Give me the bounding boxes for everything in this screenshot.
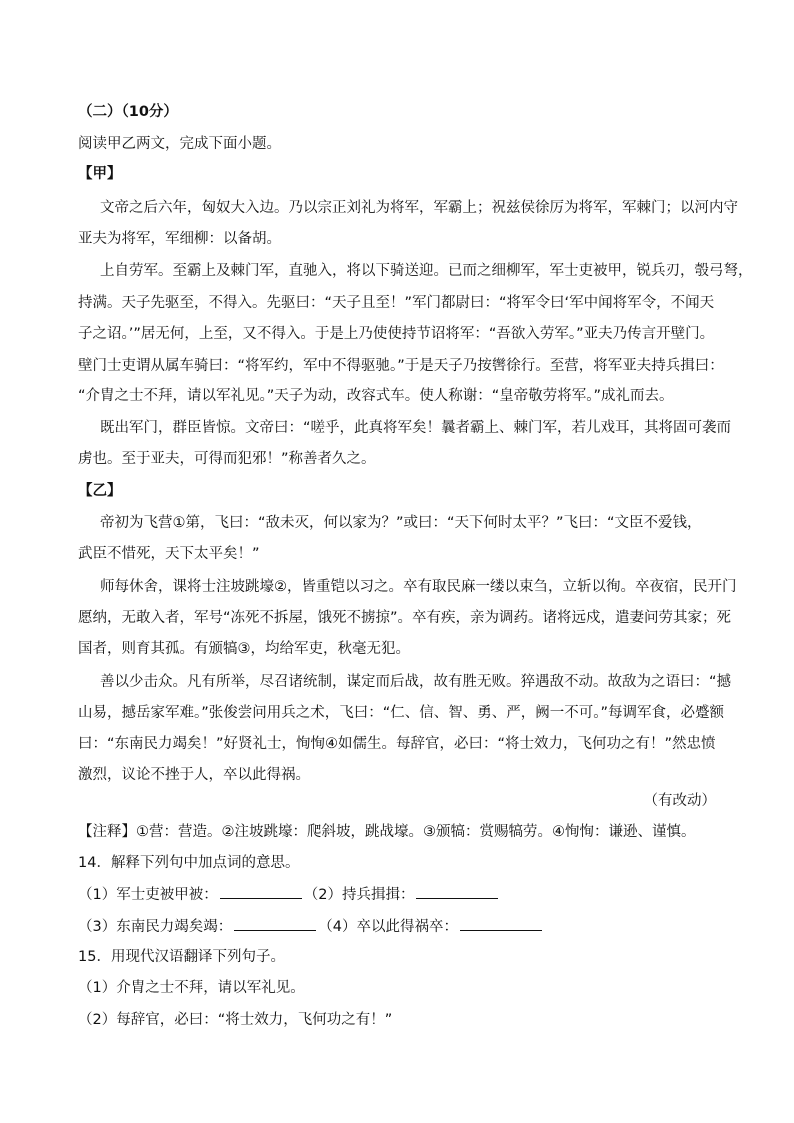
passage-jia-line: 既出军门，群臣皆惊。文帝曰：“嗟乎，此真将军矣！曩者霸上、棘门军，若儿戏耳，其将固可袭而 (100, 420, 732, 436)
passage-yi-line: 帝初为飞营①第，飞曰：“敌未灭，何以家为？”或曰：“天下何时太平？”飞曰：“文臣不爱钱， (100, 515, 702, 531)
section-heading: （二）（10分） (78, 104, 178, 120)
passage-yi-line: 激烈，议论不挫于人，卒以此得祸。 (78, 767, 310, 783)
passage-yi-line: 山易，撼岳家军难。”张俊尝问用兵之术，飞曰：“仁、信、智、勇、严，阙一不可。”每调军食，必蹙额 (78, 705, 725, 721)
q14-item-2: （2）持兵揖揖： (303, 887, 415, 903)
q14-item-4: （4）卒以此得祸卒： (318, 919, 458, 935)
passage-yi-line: 善以少击众。凡有所举，尽召诸统制，谋定而后战，故有胜无败。猝遇敌不动。故敌为之语曰：“撼 (100, 674, 732, 690)
passage-yi-line: 武臣不惜死，天下太平矣！” (78, 546, 260, 562)
passage-jia-line: 上自劳军。至霸上及棘门军，直驰入，将以下骑送迎。已而之细柳军，军士吏被甲，锐兵刃，彀弓弩， (100, 263, 753, 279)
passage-jia-line: 虏也。至于亚夫，可得而犯邪！”称善者久之。 (78, 451, 376, 467)
q14-item-3: （3）东南民力竭矣竭： (78, 919, 233, 935)
passage-jia-line: 持满。天子先驱至，不得入。先驱曰：“天子且至！”军门都尉曰：“将军令曰‘军中闻将军令，不闻天 (78, 295, 715, 311)
passage-jia-line: 壁门士吏谓从属车骑曰：“将军约，军中不得驱驰。”于是天子乃按辔徐行。至营，将军亚夫持兵揖曰： (78, 358, 724, 374)
passage-jia-line: 亚夫为将军，军细柳：以备胡。 (78, 231, 281, 247)
passage-jia-line: 文帝之后六年，匈奴大入边。乃以宗正刘礼为将军，军霸上；祝兹侯徐厉为将军，军棘门；以河内守 (100, 200, 738, 216)
answer-blank-3[interactable] (234, 916, 316, 931)
q14-item-1: （1）军士吏被甲被： (78, 887, 218, 903)
passage-yi-line: 师每休舍，课将士注坡跳壕②，皆重铠以习之。卒有取民麻一缕以束刍，立斩以徇。卒夜宿，民开门 (100, 579, 737, 595)
passage-yi-line: 国者，则育其孤。有颁犒③，均给军吏，秋毫无犯。 (78, 641, 410, 657)
question-15-title: 15．用现代汉语翻译下列句子。 (78, 949, 285, 965)
passage-yi-tag: 【乙】 (78, 483, 122, 499)
question-14-row-2 (78, 916, 718, 937)
question-14-title: 14．解释下列句中加点词的意思。 (78, 855, 300, 871)
question-14-row-1 (78, 884, 718, 905)
passage-yi-line: 曰：“东南民力竭矣！”好贤礼士，恂恂④如儒生。每辞官，必曰：“将士效力，飞何功之有！”然忠愤 (78, 736, 716, 752)
passage-yi-line: 愿纳，无敢入者，军号“冻死不拆屋，饿死不掳掠”。卒有疾，亲为调药。诸将远戍，遣妻问劳其家；死 (78, 610, 732, 626)
passage-jia-tag: 【甲】 (78, 166, 122, 182)
q15-item-1: （1）介胄之士不拜，请以军礼见。 (78, 980, 305, 996)
modified-note: （有改动） (643, 793, 716, 809)
annotation-notes: 【注释】①营：营造。②注坡跳壕：爬斜坡，跳战壕。③颁犒：赏赐犒劳。④恂恂：谦逊、谨慎。 (78, 824, 696, 840)
answer-blank-2[interactable] (416, 884, 498, 899)
passage-jia-line: “介胄之士不拜，请以军礼见。”天子为动，改容式车。使人称谢：“皇帝敬劳将军。”成礼而去。 (78, 388, 674, 404)
q15-item-2: （2）每辞官，必曰：“将士效力，飞何功之有！” (78, 1012, 393, 1028)
passage-jia-line: 子之诏。’”居无何，上至，又不得入。于是上乃使使持节诏将军：“吾欲入劳军。”亚夫乃传言开壁门。 (78, 326, 715, 342)
answer-blank-1[interactable] (220, 884, 302, 899)
instruction: 阅读甲乙两文，完成下面小题。 (78, 136, 281, 152)
answer-blank-4[interactable] (460, 916, 542, 931)
